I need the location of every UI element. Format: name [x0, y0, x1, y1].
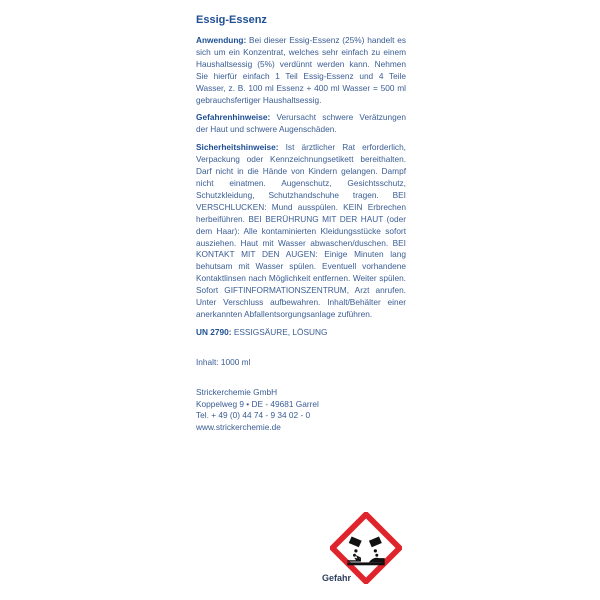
anwendung-heading: Anwendung:	[196, 35, 247, 45]
sicherheitshinweise-heading: Sicherheitshinweise:	[196, 142, 279, 153]
anwendung-paragraph	[196, 35, 406, 106]
label-text-block	[196, 14, 406, 434]
company-website: www.strickerchemie.de	[196, 422, 281, 433]
sicherheitshinweise-paragraph	[196, 142, 406, 321]
product-title: Essig-Essenz	[196, 14, 267, 26]
company-phone: Tel. + 49 (0) 44 74 - 9 34 02 - 0	[196, 410, 311, 421]
company-street: Koppelweg 9 • DE - 49681 Garrel	[196, 398, 319, 409]
gefahrenhinweise-heading: Gefahrenhinweise:	[196, 112, 271, 123]
gefahrenhinweise-text: Verursacht schwere Verätzungen der Haut und schwere Augenschäden.	[196, 112, 406, 135]
signal-word-label: Gefahr	[322, 573, 352, 583]
un-code: UN 2790:	[196, 326, 232, 337]
gefahrenhinweise-paragraph	[196, 112, 406, 136]
company-address	[196, 387, 406, 435]
company-name: Strickerchemie GmbH	[196, 386, 278, 397]
sicherheitshinweise-text: Ist ärztlicher Rat erforderlich, Verpackung oder Kennzeichnungsetikett bereithalten. Darf nicht in die Hände von Kindern gelangen. Dampf nicht einatmen. Augenschutz, Gesichtsschutz, Schutzkleidung, Schutzhandschuhe tragen. BEI VERSCHLUCKEN: Mund ausspülen. KEIN Erbrechen herbeiführen. BEI BERÜHRUNG MIT DER HAUT (oder dem Haar): Alle kontaminierten Kleidungsstücke sofort ausziehen. Haut mit Wasser abwaschen/duschen. BEI KONTAKT MIT DEN AUGEN: Einige Minuten lang behutsam mit Wasser spülen. Eventuell vorhandene Kontaktlinsen nach Möglichkeit entfernen. Weiter spülen. Sofort GIFTINFORMATIONSZENTRUM, Arzt anrufen. Unter Verschluss aufbewahren. Inhalt/Behälter einer anerkannten Abfallentsorgungsanlage zuführen.	[196, 142, 406, 319]
anwendung-text: Bei dieser Essig-Essenz (25%) handelt es sich um ein Konzentrat, welches sehr einfach zu einem Haushaltsessig (5%) verdünnt werden kann. Nehmen Sie hierfür einfach 1 Teil Essig-Essenz und 4 Teile Wasser, z. B. 100 ml Essenz + 400 ml Wasser = 500 ml gebrauchsfertiger Haushaltsessig.	[196, 35, 406, 105]
un-number-line	[196, 327, 406, 339]
inhalt-line: Inhalt: 1000 ml	[196, 356, 251, 367]
un-text: ESSIGSÄURE, LÖSUNG	[233, 326, 328, 337]
